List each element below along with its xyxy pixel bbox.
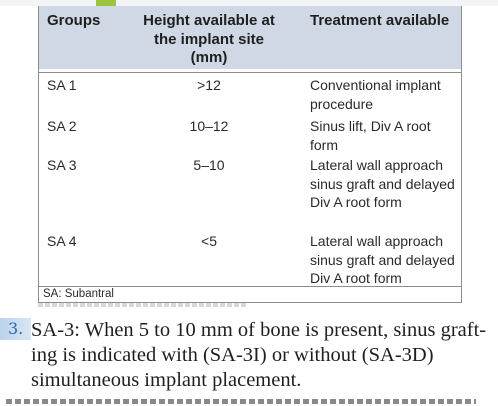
faint-text-fragment (38, 303, 248, 307)
paragraph-line-2: ing is indicated with (SA-3I) or without (SA-3D) (31, 344, 434, 366)
row2-treatment: Sinus lift, Div A root form (310, 118, 431, 153)
header-groups: Groups (47, 12, 101, 29)
row3-treatment: Lateral wall approach sinus graft and delayed Div A root form (310, 157, 455, 210)
body-paragraph (31, 318, 491, 393)
row1-height: >12 (197, 77, 221, 93)
subantral-table (38, 6, 462, 303)
row1-treatment: Conventional implant procedure (310, 77, 441, 112)
row4-treatment: Lateral wall approach sinus graft and delayed Div A root form (310, 233, 455, 286)
row2-height: 10–12 (189, 118, 229, 134)
row4-height: <5 (201, 233, 217, 249)
paragraph-line-3: simultaneous implant placement. (31, 369, 302, 391)
row4-group: SA 4 (47, 233, 77, 249)
list-number: 3. (8, 319, 24, 338)
row3-height: 5–10 (193, 157, 225, 173)
paragraph-line-1: SA-3: When 5 to 10 mm of bone is present, sinus graft- (31, 319, 487, 341)
row3-group: SA 3 (47, 157, 77, 173)
row1-group: SA 1 (47, 77, 77, 93)
table-footnote: SA: Subantral (43, 288, 114, 300)
cut-off-next-line (0, 398, 498, 406)
header-height: Height available at the implant site (mm) (143, 12, 275, 66)
header-divider (39, 72, 461, 73)
table-header (39, 6, 461, 69)
row2-group: SA 2 (47, 118, 77, 134)
header-treatment: Treatment available (310, 12, 450, 29)
